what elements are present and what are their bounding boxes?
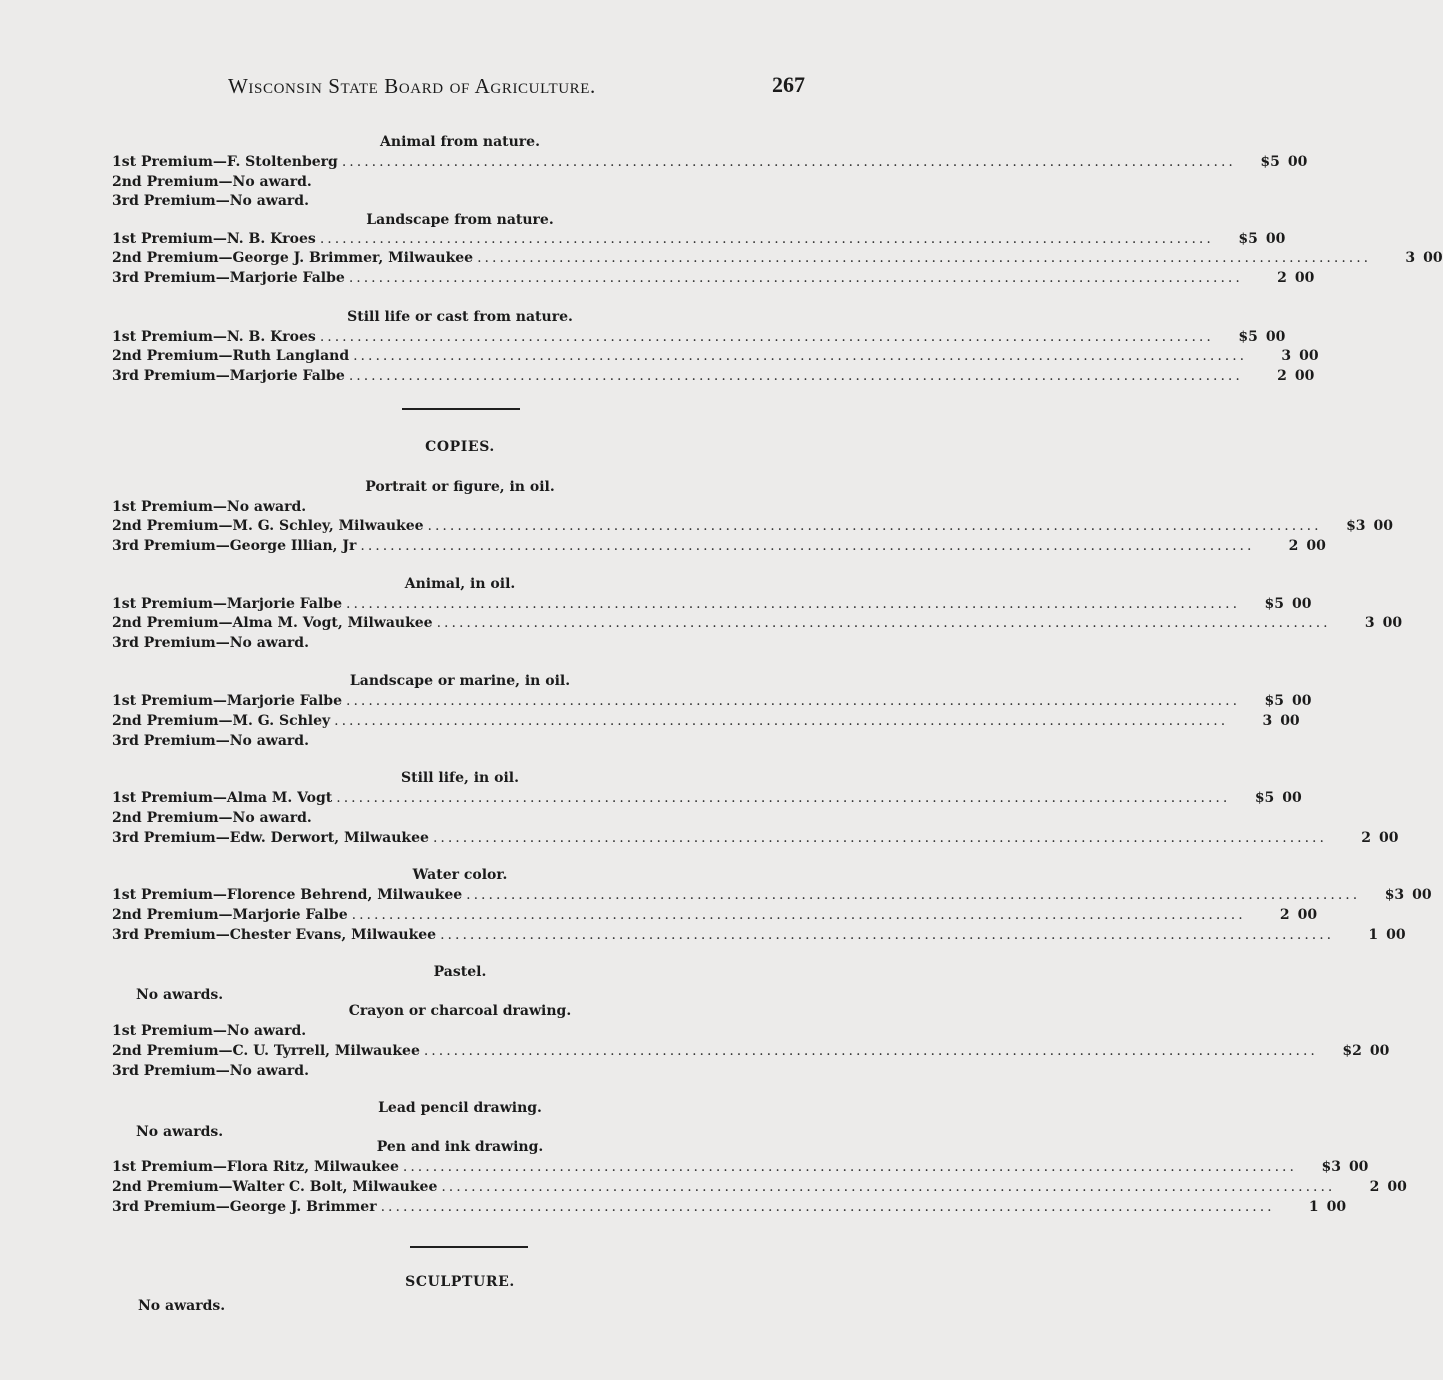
winner-name: No award. (229, 733, 309, 749)
section-divider (410, 1246, 528, 1248)
prize-cents: 00 (1386, 927, 1406, 943)
leader-dots: ........................................................................................................................ (346, 596, 1241, 612)
award-row (112, 634, 812, 653)
prize-cents: 00 (1282, 790, 1302, 806)
prize-cents: 00 (1287, 154, 1308, 170)
em-dash: — (215, 193, 230, 209)
award-row (112, 1042, 1390, 1061)
prize-cents: 00 (1378, 830, 1399, 846)
em-dash: — (212, 1159, 227, 1175)
prize-dollars: $3 (1346, 518, 1366, 534)
prize-amount (1261, 347, 1317, 366)
prize-dollars: 2 (1277, 270, 1287, 286)
prize-dollars: 1 (1308, 1199, 1319, 1215)
no-awards-note: No awards. (136, 987, 224, 1003)
heading-still-life-oil: Still life, in oil. (401, 770, 519, 786)
award-row (112, 829, 1399, 848)
leader-dots: ........................................................................................................................ (351, 907, 1246, 923)
em-dash: — (215, 635, 230, 651)
leader-dots: ........................................................................................................................ (466, 887, 1361, 903)
winner-name: Edw. Derwort, Milwaukee (229, 830, 429, 846)
leader-dots: ........................................................................................................................ (427, 518, 1322, 534)
premium-place: 1st Premium (112, 1159, 213, 1175)
winner-name: N. B. Kroes (226, 329, 316, 345)
page-number: 267 (772, 72, 805, 97)
em-dash: — (212, 596, 227, 612)
prize-cents: 00 (1412, 887, 1432, 903)
winner-name: Florence Behrend, Milwaukee (226, 887, 463, 903)
prize-cents: 00 (1292, 693, 1312, 709)
award-row (112, 732, 812, 751)
winner-name: Marjorie Falbe (229, 368, 345, 384)
winner-name: George J. Brimmer (229, 1199, 377, 1215)
award-row (112, 712, 1300, 731)
premium-place: 2nd Premium (112, 518, 219, 534)
winner-name: Flora Ritz, Milwaukee (226, 1159, 399, 1175)
winner-name: No award. (232, 810, 312, 826)
award-row (112, 367, 1315, 386)
winner-name: C. U. Tyrrell, Milwaukee (232, 1043, 420, 1059)
award-row (112, 1022, 812, 1041)
em-dash: — (215, 733, 230, 749)
premium-place: 3rd Premium (112, 1199, 216, 1215)
premium-place: 2nd Premium (112, 250, 219, 266)
premium-place: 3rd Premium (112, 538, 216, 554)
premium-place: 1st Premium (112, 596, 213, 612)
prize-amount (1254, 595, 1310, 614)
prize-cents: 00 (1369, 1043, 1390, 1059)
prize-amount (1228, 230, 1284, 249)
award-row (112, 595, 1312, 614)
prize-cents: 00 (1326, 1199, 1347, 1215)
prize-amount (1228, 328, 1284, 347)
prize-cents: 00 (1299, 348, 1319, 364)
award-row (112, 789, 1302, 808)
prize-amount (1242, 712, 1298, 731)
em-dash: — (212, 154, 227, 170)
prize-amount (1254, 692, 1310, 711)
heading-pastel: Pastel. (433, 964, 487, 980)
prize-amount (1244, 789, 1300, 808)
premium-place: 2nd Premium (112, 1179, 219, 1195)
em-dash: — (212, 693, 227, 709)
em-dash: — (218, 518, 233, 534)
em-dash: — (215, 927, 230, 943)
leader-dots: ........................................................................................................................ (348, 368, 1243, 384)
award-row (112, 537, 1326, 556)
prize-dollars: 2 (1369, 1179, 1380, 1195)
premium-place: 3rd Premium (112, 733, 216, 749)
prize-cents: 00 (1280, 713, 1300, 729)
prize-dollars: 3 (1364, 615, 1375, 631)
heading-animal-oil: Animal, in oil. (404, 576, 516, 592)
prize-dollars: 3 (1262, 713, 1273, 729)
running-title: Wisconsin State Board of Agriculture. (228, 74, 596, 98)
prize-dollars: 2 (1361, 830, 1371, 846)
premium-place: 3rd Premium (112, 927, 216, 943)
premium-place: 1st Premium (112, 499, 213, 515)
winner-name: George Illian, Jr (229, 538, 357, 554)
premium-place: 3rd Premium (112, 830, 216, 846)
leader-dots: ........................................................................................................................ (477, 250, 1372, 266)
prize-amount (1341, 829, 1397, 848)
heading-pen-and-ink: Pen and ink drawing. (376, 1139, 544, 1155)
leader-dots: ........................................................................................................................ (319, 231, 1214, 247)
winner-name: No award. (226, 1023, 307, 1039)
em-dash: — (212, 329, 227, 345)
prize-dollars: 3 (1405, 250, 1416, 266)
em-dash: — (212, 231, 227, 247)
prize-dollars: $5 (1260, 154, 1280, 170)
award-row (112, 328, 1286, 347)
prize-dollars: $3 (1384, 887, 1405, 903)
winner-name: Marjorie Falbe (226, 596, 342, 612)
prize-amount (1349, 1178, 1405, 1197)
premium-place: 2nd Premium (112, 174, 219, 190)
prize-cents: 00 (1423, 250, 1443, 266)
winner-name: M. G. Schley, Milwaukee (232, 518, 424, 534)
prize-dollars: 3 (1281, 348, 1292, 364)
em-dash: — (215, 270, 230, 286)
em-dash: — (212, 790, 227, 806)
prize-cents: 00 (1387, 1179, 1407, 1195)
prize-dollars: $5 (1264, 693, 1285, 709)
heading-still-life-from-nature: Still life or cast from nature. (347, 309, 573, 325)
prize-amount (1250, 153, 1306, 172)
prize-amount (1336, 517, 1392, 536)
winner-name: F. Stoltenberg (226, 154, 338, 170)
award-row (112, 1062, 812, 1081)
leader-dots: ........................................................................................................................ (341, 154, 1236, 170)
em-dash: — (218, 174, 233, 190)
winner-name: No award. (229, 193, 309, 209)
prize-amount (1374, 886, 1430, 905)
premium-place: 1st Premium (112, 1023, 213, 1039)
heading-lead-pencil: Lead pencil drawing. (378, 1100, 542, 1116)
award-row (112, 906, 1318, 925)
leader-dots: ........................................................................................................................ (432, 830, 1327, 846)
prize-dollars: $5 (1238, 329, 1258, 345)
winner-name: N. B. Kroes (226, 231, 316, 247)
premium-place: 1st Premium (112, 154, 213, 170)
premium-place: 2nd Premium (112, 810, 219, 826)
prize-dollars: 2 (1288, 538, 1299, 554)
prize-dollars: $5 (1254, 790, 1275, 806)
winner-name: Alma M. Vogt (226, 790, 333, 806)
premium-place: 1st Premium (112, 887, 213, 903)
prize-dollars: 2 (1277, 368, 1287, 384)
prize-cents: 00 (1297, 907, 1318, 923)
prize-amount (1332, 1042, 1388, 1061)
award-row (112, 1178, 1407, 1197)
winner-name: No award. (229, 1063, 309, 1079)
prize-amount (1257, 367, 1313, 386)
heading-water-color: Water color. (412, 867, 508, 883)
em-dash: — (218, 907, 233, 923)
em-dash: — (218, 713, 233, 729)
award-row (112, 1198, 1347, 1217)
winner-name: Marjorie Falbe (226, 693, 342, 709)
prize-dollars: $2 (1342, 1043, 1362, 1059)
prize-cents: 00 (1306, 538, 1326, 554)
winner-name: Marjorie Falbe (232, 907, 348, 923)
em-dash: — (212, 499, 227, 515)
leader-dots: ........................................................................................................................ (353, 348, 1248, 364)
award-row (112, 249, 1443, 268)
premium-place: 3rd Premium (112, 270, 216, 286)
leader-dots: ........................................................................................................................ (402, 1159, 1297, 1175)
award-row (112, 498, 812, 517)
prize-cents: 00 (1265, 231, 1286, 247)
leader-dots: ........................................................................................................................ (348, 270, 1243, 286)
prize-cents: 00 (1294, 270, 1315, 286)
em-dash: — (218, 1179, 233, 1195)
prize-dollars: $5 (1264, 596, 1285, 612)
prize-dollars: 2 (1279, 907, 1290, 923)
prize-cents: 00 (1265, 329, 1286, 345)
prize-amount (1257, 269, 1313, 288)
em-dash: — (212, 1023, 227, 1039)
leader-dots: ........................................................................................................................ (380, 1199, 1275, 1215)
leader-dots: ........................................................................................................................ (360, 538, 1255, 554)
em-dash: — (215, 368, 230, 384)
heading-animal-from-nature: Animal from nature. (380, 134, 540, 150)
prize-amount (1268, 537, 1324, 556)
premium-place: 3rd Premium (112, 368, 216, 384)
prize-amount (1345, 614, 1401, 633)
award-row (112, 269, 1315, 288)
em-dash: — (218, 615, 233, 631)
em-dash: — (215, 1199, 230, 1215)
leader-dots: ........................................................................................................................ (436, 615, 1331, 631)
premium-place: 1st Premium (112, 790, 213, 806)
premium-place: 1st Premium (112, 693, 213, 709)
heading-sculpture: SCULPTURE. (405, 1274, 515, 1290)
prize-amount (1289, 1198, 1345, 1217)
award-row (112, 192, 812, 211)
em-dash: — (215, 1063, 230, 1079)
award-row (112, 347, 1319, 366)
winner-name: Marjorie Falbe (229, 270, 345, 286)
em-dash: — (215, 830, 230, 846)
leader-dots: ........................................................................................................................ (423, 1043, 1318, 1059)
award-row (112, 153, 1308, 172)
premium-place: 2nd Premium (112, 713, 219, 729)
section-divider (402, 408, 520, 410)
award-row (112, 230, 1286, 249)
award-row (112, 809, 812, 828)
prize-amount (1260, 906, 1316, 925)
prize-cents: 00 (1382, 615, 1403, 631)
prize-dollars: 1 (1368, 927, 1379, 943)
award-row (112, 886, 1432, 905)
heading-crayon-charcoal: Crayon or charcoal drawing. (348, 1003, 572, 1019)
winner-name: Walter C. Bolt, Milwaukee (232, 1179, 438, 1195)
award-row (112, 1158, 1369, 1177)
premium-place: 3rd Premium (112, 1063, 216, 1079)
no-awards-note: No awards. (136, 1124, 224, 1140)
award-row (112, 926, 1406, 945)
winner-name: No award. (232, 174, 312, 190)
heading-landscape-oil: Landscape or marine, in oil. (349, 673, 571, 689)
prize-cents: 00 (1294, 368, 1315, 384)
prize-amount (1311, 1158, 1367, 1177)
premium-place: 2nd Premium (112, 1043, 219, 1059)
winner-name: No award. (226, 499, 307, 515)
leader-dots: ........................................................................................................................ (334, 713, 1229, 729)
premium-place: 2nd Premium (112, 907, 219, 923)
heading-portrait-oil: Portrait or figure, in oil. (365, 479, 555, 495)
winner-name: Chester Evans, Milwaukee (229, 927, 437, 943)
em-dash: — (218, 810, 233, 826)
premium-place: 2nd Premium (112, 348, 219, 364)
em-dash: — (218, 250, 233, 266)
em-dash: — (215, 538, 230, 554)
prize-amount (1385, 249, 1441, 268)
award-row (112, 517, 1394, 536)
winner-name: Ruth Langland (232, 348, 350, 364)
heading-copies: COPIES. (425, 439, 495, 455)
leader-dots: ........................................................................................................................ (441, 1179, 1336, 1195)
page-header (0, 74, 965, 108)
prize-cents: 00 (1292, 596, 1312, 612)
premium-place: 1st Premium (112, 231, 213, 247)
prize-dollars: $5 (1238, 231, 1258, 247)
em-dash: — (212, 887, 227, 903)
prize-cents: 00 (1348, 1159, 1369, 1175)
prize-dollars: $3 (1321, 1159, 1341, 1175)
winner-name: Alma M. Vogt, Milwaukee (232, 615, 433, 631)
award-row (112, 692, 1312, 711)
winner-name: George J. Brimmer, Milwaukee (232, 250, 474, 266)
premium-place: 3rd Premium (112, 635, 216, 651)
award-row (112, 614, 1403, 633)
leader-dots: ........................................................................................................................ (336, 790, 1231, 806)
em-dash: — (218, 348, 233, 364)
premium-place: 1st Premium (112, 329, 213, 345)
prize-cents: 00 (1373, 518, 1394, 534)
leader-dots: ........................................................................................................................ (440, 927, 1335, 943)
no-awards-note: No awards. (138, 1298, 226, 1314)
winner-name: M. G. Schley (232, 713, 331, 729)
em-dash: — (218, 1043, 233, 1059)
winner-name: No award. (229, 635, 309, 651)
leader-dots: ........................................................................................................................ (346, 693, 1241, 709)
leader-dots: ........................................................................................................................ (319, 329, 1214, 345)
heading-landscape-from-nature: Landscape from nature. (366, 212, 554, 228)
prize-amount (1348, 926, 1404, 945)
premium-place: 2nd Premium (112, 615, 219, 631)
award-row (112, 173, 812, 192)
premium-place: 3rd Premium (112, 193, 216, 209)
